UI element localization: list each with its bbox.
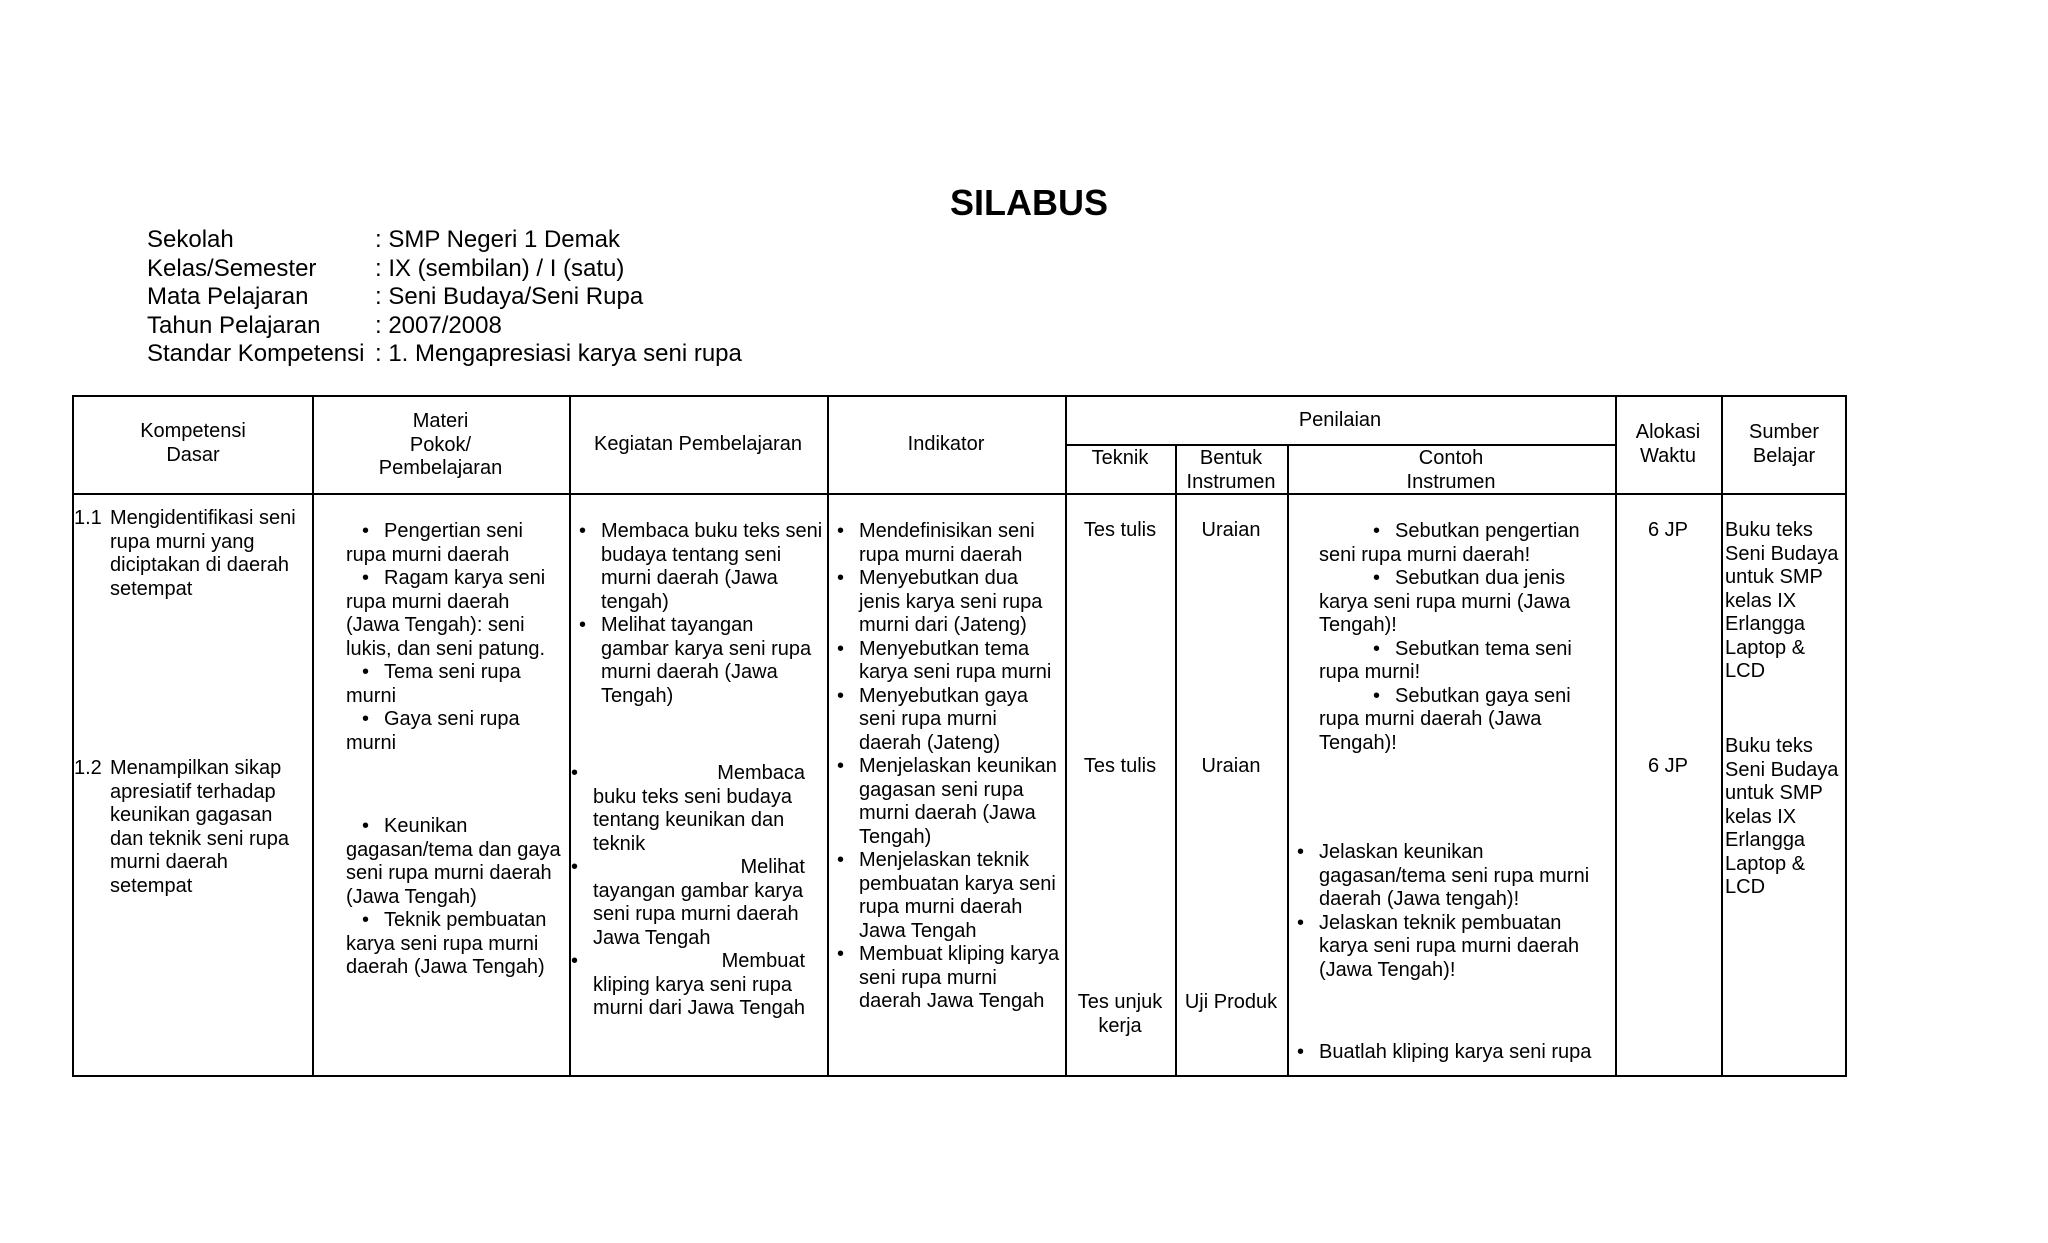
teknik-value: Tes tulis [1083,519,1157,541]
header-teknik: Teknik [1091,447,1149,469]
list-item: • Sebutkan dua jenis karya seni rupa murni (Jawa Tengah)! [1295,567,1611,638]
kd-text: Mengidentifikasi seni rupa murni yang diciptakan di daerah setempat [110,507,296,600]
list-item: • Buatlah kliping karya seni rupa [1295,1041,1611,1065]
list-item [569,762,823,856]
kegiatan-list [569,762,823,1021]
bentuk-value: Uraian [1201,755,1261,777]
header-sumber: Sumber Belajar [1748,421,1820,467]
list-item: • Menyebutkan dua jenis karya seni rupa murni dari (Jateng) [835,567,1063,638]
column-divider [1615,397,1617,1075]
list-item: • Keunikan gagasan/tema dan gaya seni rupa murni daerah (Jawa Tengah) [322,815,564,909]
kd-number: 1.2 [74,757,102,779]
meta-label: Kelas/Semester [147,254,317,282]
meta-row-tahun [147,312,742,341]
meta-label: Mata Pelajaran [147,283,309,310]
teknik-value: Tes tulis [1083,755,1157,777]
header-materi: Materi Pokok/ Pembelajaran [378,410,503,479]
list-item: • Membaca buku teks seni budaya tentang seni murni daerah (Jawa tengah) [577,520,823,614]
meta-label: Tahun Pelajaran [147,311,321,339]
header-kegiatan: Kegiatan Pembelajaran [594,433,802,455]
meta-value: : IX (sembilan) / I (satu) [375,254,625,282]
meta-row-standar [147,340,742,369]
list-item [569,950,823,1021]
meta-row-kelas [147,255,742,284]
header-kompetensi: Kompetensi Dasar [140,420,246,466]
indikator-list [835,520,1063,1014]
list-item: • Sebutkan pengertian seni rupa murni daerah! [1295,520,1611,567]
list-item: • Melihat tayangan gambar karya seni rupa murni daerah (Jawa Tengah) [577,614,823,708]
materi-list [322,815,564,980]
meta-value: : SMP Negeri 1 Demak [375,226,620,253]
meta-value: : Seni Budaya/Seni Rupa [375,283,644,310]
list-item-lead: • Membuat [721,950,805,972]
list-item: • Menjelaskan teknik pembuatan karya seni rupa murni daerah Jawa Tengah [835,849,1063,943]
header-contoh: Contoh Instrumen [1406,447,1496,493]
list-item-rest: buku teks seni budaya tentang keunikan dan teknik [593,785,793,855]
list-item: • Tema seni rupa murni [322,661,564,708]
list-item [569,856,823,950]
header-bentuk: Bentuk Instrumen [1186,447,1276,493]
bentuk-value: Uraian [1201,519,1261,541]
header-indikator: Indikator [907,433,985,455]
column-divider [1287,445,1289,1075]
meta-row-mapel [147,283,742,312]
list-item: • Menjelaskan keunikan gagasan seni rupa murni daerah (Jawa Tengah) [835,755,1063,849]
meta-label: Sekolah [147,226,234,253]
contoh-list [1295,1041,1611,1065]
contoh-list [1295,520,1611,755]
meta-label: Standar Kompetensi [147,340,365,367]
column-divider [312,397,314,1075]
column-divider [1065,397,1067,1075]
list-item: • Sebutkan gaya seni rupa murni daerah (Jawa Tengah)! [1295,685,1611,756]
list-item-lead: • Melihat [740,856,805,878]
list-item: • Jelaskan teknik pembuatan karya seni rupa murni daerah (Jawa Tengah)! [1295,912,1611,983]
meta-value: : 1. Mengapresiasi karya seni rupa [375,340,742,367]
list-item-rest: tayangan gambar karya seni rupa murni daerah Jawa Tengah [593,879,804,949]
kd-item [74,507,308,601]
sumber-value: Buku teks Seni Budaya untuk SMP kelas IX Erlangga Laptop & LCD [1725,735,1839,898]
contoh-list [1295,841,1611,982]
list-item: • Mendefinisikan seni rupa murni daerah [835,520,1063,567]
column-divider [827,397,829,1075]
list-item: • Ragam karya seni rupa murni daerah (Jawa Tengah): seni lukis, dan seni patung. [322,567,564,661]
bentuk-value: Uji Produk [1184,991,1278,1013]
kegiatan-list [577,520,823,708]
list-item: • Jelaskan keunikan gagasan/tema seni rupa murni daerah (Jawa tengah)! [1295,841,1611,912]
list-item: • Gaya seni rupa murni [322,708,564,755]
page-title: SILABUS [950,182,1109,223]
header-penilaian: Penilaian [1298,409,1382,431]
document-meta [147,226,742,369]
list-item: • Membuat kliping karya seni rupa murni daerah Jawa Tengah [835,943,1063,1014]
list-item: • Pengertian seni rupa murni daerah [322,520,564,567]
kd-number: 1.1 [74,507,102,529]
penilaian-divider [1065,444,1615,446]
meta-value: : 2007/2008 [375,311,502,339]
kd-item [74,757,308,898]
list-item: • Sebutkan tema seni rupa murni! [1295,638,1611,685]
list-item: • Teknik pembuatan karya seni rupa murni daerah (Jawa Tengah) [322,909,564,980]
teknik-value: Tes unjuk kerja [1077,991,1163,1037]
header-alokasi: Alokasi Waktu [1635,421,1701,467]
alokasi-value: 6 JP [1647,755,1689,777]
column-divider [1721,397,1723,1075]
sumber-value: Buku teks Seni Budaya untuk SMP kelas IX Erlangga Laptop & LCD [1725,519,1839,682]
syllabus-table [72,395,1847,1077]
list-item-lead: • Membaca [717,762,805,784]
list-item: • Menyebutkan gaya seni rupa murni daerah (Jateng) [835,685,1063,756]
list-item-rest: kliping karya seni rupa murni dari Jawa Tengah [593,973,805,1019]
kd-text: Menampilkan sikap apresiatif terhadap keunikan gagasan dan teknik seni rupa murni daerah setempat [110,757,290,897]
meta-row-sekolah [147,226,742,255]
alokasi-value: 6 JP [1647,519,1689,541]
materi-list [322,520,564,755]
list-item: • Menyebutkan tema karya seni rupa murni [835,638,1063,685]
